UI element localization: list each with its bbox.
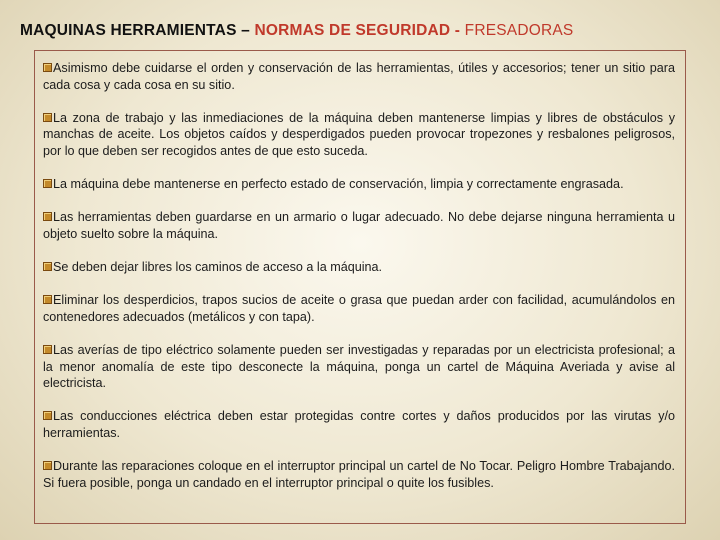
square-bullet-icon bbox=[43, 113, 52, 122]
list-item-text: Asimismo debe cuidarse el orden y conservación de las herramientas, útiles y accesorios; tener un sitio para cada cosa y cada cosa en su sitio. bbox=[43, 61, 675, 92]
square-bullet-icon bbox=[43, 179, 52, 188]
title-main: MAQUINAS HERRAMIENTAS – bbox=[20, 22, 255, 39]
list-item bbox=[43, 60, 675, 93]
list-item bbox=[43, 176, 675, 193]
title-normas: NORMAS DE SEGURIDAD - bbox=[254, 22, 465, 39]
list-item-text: Eliminar los desperdicios, trapos sucios de aceite o grasa que puedan arder con facilidad, acumulándolos en contenedores adecuados (metálicos y con tapa). bbox=[43, 293, 675, 324]
list-item-text: Durante las reparaciones coloque en el interruptor principal un cartel de No Tocar. Peligro Hombre Trabajando. Si fuera posible, ponga un candado en el interruptor principal o quite los fusibles. bbox=[43, 459, 675, 490]
square-bullet-icon bbox=[43, 295, 52, 304]
list-item-text: Se deben dejar libres los caminos de acceso a la máquina. bbox=[53, 260, 383, 275]
list-item-text: Las herramientas deben guardarse en un armario o lugar adecuado. No debe dejarse ninguna herramienta u objeto suelto sobre la máquina. bbox=[43, 210, 675, 241]
list-item-text: Las averías de tipo eléctrico solamente pueden ser investigadas y reparadas por un electricista profesional; a la menor anomalía de este tipo desconecte la máquina, ponga un cartel de Máquina Averiada y avise al electricista. bbox=[43, 343, 675, 391]
list-item bbox=[43, 209, 675, 242]
square-bullet-icon bbox=[43, 411, 52, 420]
safety-rules-panel bbox=[34, 50, 686, 524]
list-item bbox=[43, 292, 675, 325]
square-bullet-icon bbox=[43, 212, 52, 221]
square-bullet-icon bbox=[43, 345, 52, 354]
list-item bbox=[43, 408, 675, 441]
list-item-text: Las conducciones eléctrica deben estar protegidas contre cortes y daños producidos por las virutas y/o herramientas. bbox=[43, 409, 675, 441]
page-title bbox=[20, 22, 573, 40]
list-item bbox=[43, 259, 675, 276]
list-item-text: La máquina debe mantenerse en perfecto estado de conservación, limpia y correctamente engrasada. bbox=[53, 177, 624, 192]
list-item bbox=[43, 342, 675, 392]
square-bullet-icon bbox=[43, 262, 52, 271]
title-fresadoras: FRESADORAS bbox=[464, 22, 574, 39]
square-bullet-icon bbox=[43, 461, 52, 470]
list-item bbox=[43, 458, 675, 491]
list-item bbox=[43, 110, 675, 160]
square-bullet-icon bbox=[43, 63, 52, 72]
list-item-text: La zona de trabajo y las inmediaciones de la máquina deben mantenerse limpias y libres de obstáculos y manchas de aceite. Los objetos caídos y desperdigados pueden provocar tropezones y resbalones peligrosos, por lo que deben ser recogidos antes de que esto suceda. bbox=[43, 110, 675, 158]
